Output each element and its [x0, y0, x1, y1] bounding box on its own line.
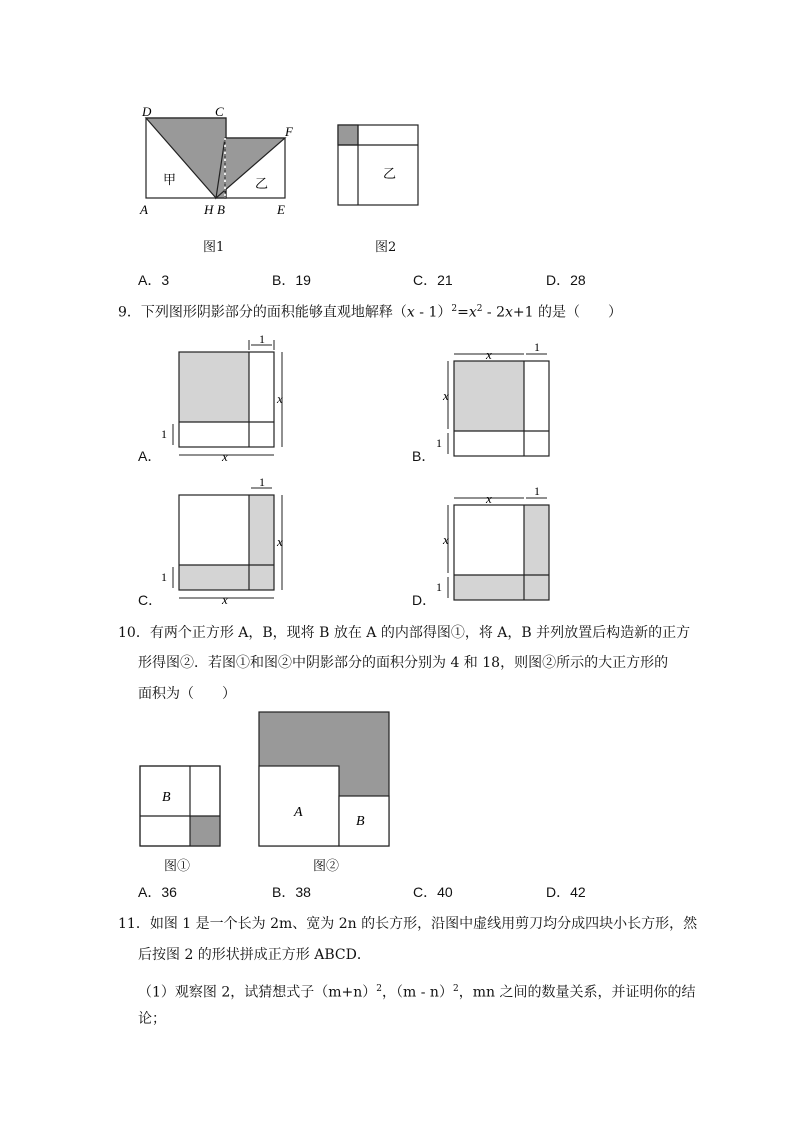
- dim-1-left: 1: [436, 436, 442, 450]
- label-F: F: [285, 124, 293, 139]
- label-A: A: [294, 805, 303, 820]
- q10-option-d[interactable]: D．42: [546, 884, 586, 900]
- label-jia: 甲: [163, 172, 177, 187]
- dim-x-bottom: x: [222, 449, 228, 464]
- label-yi: 乙: [383, 166, 397, 181]
- dim-x-top: x: [486, 491, 492, 506]
- q10-stem-line1: 10．有两个正方形 A，B，现将 B 放在 A 的内部得图①，将 A，B 并列放置后构造新的正方: [118, 625, 691, 641]
- dim-1-left: 1: [161, 570, 167, 584]
- q9-figure-d: [430, 484, 560, 609]
- q10-option-a[interactable]: A．36: [138, 884, 177, 900]
- q11-stem-line2: 后按图 2 的形状拼成正方形 ABCD．: [138, 947, 371, 963]
- label-D: D: [142, 104, 152, 119]
- q9-option-b[interactable]: B．: [412, 448, 436, 464]
- dim-x-top: x: [486, 347, 492, 362]
- label-H: H: [204, 202, 214, 217]
- label-A: A: [140, 202, 148, 217]
- dim-1-left: 1: [436, 580, 442, 594]
- dim-1-top: 1: [259, 478, 265, 489]
- q10-fig1-caption: 图①: [164, 859, 191, 874]
- q10-stem-line2: 形得图②．若图①和图②中阴影部分的面积分别为 4 和 18，则图②所示的大正方形的: [138, 655, 669, 671]
- q8-option-d[interactable]: D．28: [546, 272, 586, 288]
- q9-option-d[interactable]: D．: [412, 592, 437, 608]
- q8-option-b[interactable]: B．19: [272, 272, 311, 288]
- dim-x-right: x: [277, 391, 283, 406]
- label-B: B: [356, 814, 365, 829]
- q10-fig2-caption: 图②: [313, 859, 340, 874]
- q10-figure-1: [135, 762, 225, 852]
- dim-1-left: 1: [161, 427, 167, 441]
- q10-stem-line3: 面积为（ ）: [138, 686, 236, 702]
- q8-fig2-caption: 图2: [375, 240, 397, 255]
- q9-figure-c: [155, 478, 295, 608]
- label-E: E: [277, 202, 285, 217]
- q8-option-a[interactable]: A．3: [138, 272, 170, 288]
- dim-1-top: 1: [534, 340, 540, 354]
- q11-stem-line1: 11．如图 1 是一个长为 2m、宽为 2n 的长方形，沿图中虚线用剪刀均分成四块小长方形，然: [118, 916, 698, 932]
- q8-fig1-caption: 图1: [203, 240, 225, 255]
- q8-figure-1: [135, 100, 305, 225]
- q10-option-c[interactable]: C．40: [413, 884, 453, 900]
- q9-option-c[interactable]: C．: [138, 592, 163, 608]
- dim-1-top: 1: [259, 335, 265, 346]
- q10-option-b[interactable]: B．38: [272, 884, 311, 900]
- dim-x-right: x: [277, 534, 283, 549]
- label-B: B: [162, 790, 171, 805]
- dim-x-bottom: x: [222, 592, 228, 607]
- q8-option-c[interactable]: C．21: [413, 272, 453, 288]
- q9-stem: 9．下列图形阴影部分的面积能够直观地解释$(x - 1)^2=x^2 - 2x+1$ 的是（ ）: [118, 304, 623, 321]
- q9-figure-a: [155, 335, 295, 465]
- q8-figure-2: [335, 122, 425, 208]
- dim-1-top: 1: [534, 484, 540, 498]
- q11-sub1-line1: （1）观察图 2，试猜想式子$(m+n)^2$，（m - n）$^2$，mn 之间的数量关系，并证明你的结: [138, 984, 696, 1001]
- label-B: B: [217, 202, 225, 217]
- label-C: C: [215, 104, 224, 119]
- dim-x-left: x: [443, 532, 449, 547]
- q10-figure-2: [255, 708, 395, 850]
- q11-sub1-line2: 论；: [138, 1011, 166, 1027]
- q9-option-a[interactable]: A．: [138, 448, 162, 464]
- dim-x-left: x: [443, 388, 449, 403]
- q9-figure-b: [430, 340, 560, 465]
- label-yi: 乙: [255, 176, 269, 191]
